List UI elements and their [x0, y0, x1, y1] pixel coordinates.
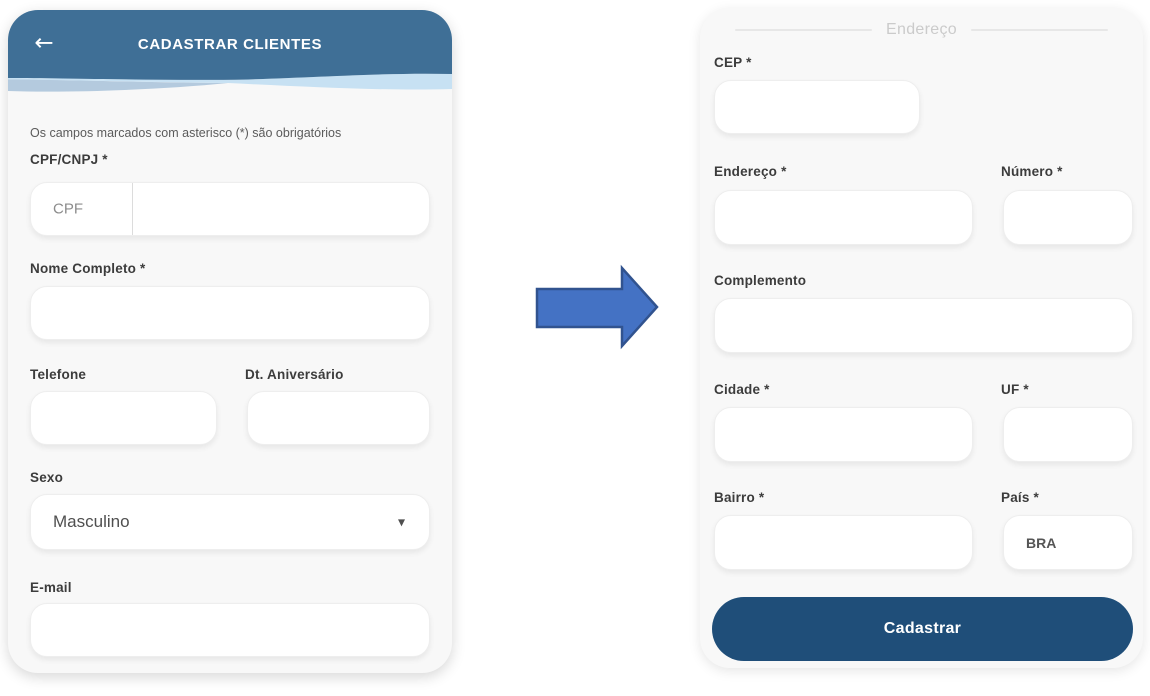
chevron-down-icon: ▾: [397, 513, 405, 530]
required-fields-note: Os campos marcados com asterisco (*) são obrigatórios: [30, 126, 342, 140]
cadastrar-button[interactable]: [712, 597, 1133, 661]
dt-aniversario-label: Dt. Aniversário: [245, 367, 344, 382]
input-divider: [132, 183, 133, 235]
cep-label: CEP *: [714, 55, 752, 70]
email-label: E-mail: [30, 580, 72, 595]
email-input[interactable]: [30, 603, 430, 657]
bairro-label: Bairro *: [714, 490, 765, 505]
dt-aniversario-input[interactable]: [247, 391, 430, 445]
telefone-input[interactable]: [30, 391, 217, 445]
complemento-label: Complemento: [714, 273, 807, 288]
numero-input[interactable]: [1003, 190, 1133, 245]
cidade-label: Cidade *: [714, 382, 770, 397]
sexo-selected-value: Masculino: [53, 512, 130, 531]
pais-value: BRA: [1026, 534, 1057, 551]
uf-input[interactable]: [1003, 407, 1133, 462]
screen-title: CADASTRAR CLIENTES: [137, 36, 323, 53]
endereco-input[interactable]: [714, 190, 973, 245]
address-section-divider: [735, 20, 1108, 40]
pais-label: País *: [1001, 490, 1039, 505]
pais-input[interactable]: [1003, 515, 1133, 570]
transition-arrow-icon: [530, 260, 665, 355]
nome-completo-input[interactable]: [30, 286, 430, 340]
cidade-input[interactable]: [714, 407, 973, 462]
endereco-label: Endereço *: [714, 164, 787, 179]
cpf-cnpj-label: CPF/CNPJ *: [30, 152, 108, 167]
complemento-input[interactable]: [714, 298, 1133, 353]
cpf-input[interactable]: [30, 182, 430, 236]
register-clients-screen: [8, 10, 452, 673]
address-section-title: Endereço: [886, 21, 957, 38]
address-screen: [700, 8, 1143, 668]
nome-completo-label: Nome Completo *: [30, 261, 146, 276]
cadastrar-button-label: Cadastrar: [883, 620, 962, 637]
telefone-label: Telefone: [30, 367, 87, 382]
cep-input[interactable]: [714, 80, 920, 134]
cpf-prefix-selector[interactable]: CPF: [53, 200, 83, 218]
sexo-label: Sexo: [30, 470, 64, 485]
bairro-input[interactable]: [714, 515, 973, 570]
divider-line-left: [735, 29, 872, 31]
numero-label: Número *: [1001, 164, 1063, 179]
back-arrow-icon: ←: [34, 30, 54, 56]
divider-line-right: [971, 29, 1108, 31]
sexo-select[interactable]: [30, 494, 430, 550]
uf-label: UF *: [1001, 382, 1029, 397]
